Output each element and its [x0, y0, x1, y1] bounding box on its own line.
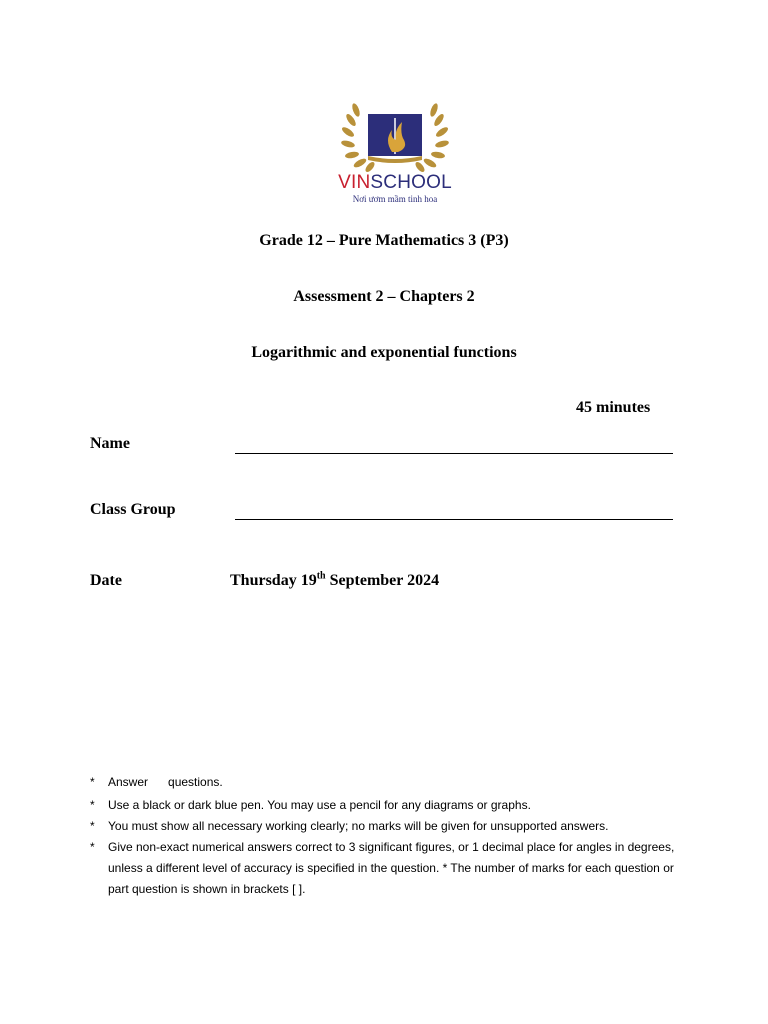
instruction-text: Use a black or dark blue pen. You may use a pencil for any diagrams or graphs.: [108, 798, 531, 812]
instructions-list: [90, 772, 680, 900]
assessment-title: Assessment 2 – Chapters 2: [293, 288, 475, 305]
bullet-icon: *: [90, 840, 95, 854]
instruction-item: [90, 795, 680, 816]
date-rest: September 2024: [325, 572, 440, 589]
brand-wordmark: [326, 172, 464, 194]
name-label: Name: [90, 435, 130, 452]
course-title: Grade 12 – Pure Mathematics 3 (P3): [259, 232, 509, 249]
date-value: [230, 572, 439, 590]
date-day: Thursday 19: [230, 572, 317, 589]
instruction-item: [90, 772, 680, 793]
date-label: Date: [90, 572, 122, 589]
instruction-text: Answer questions.: [108, 775, 223, 789]
instruction-item: [90, 837, 680, 900]
date-suffix: th: [316, 570, 326, 582]
instruction-text: Give non-exact numerical answers correct to 3 significant figures, or 1 decimal place for angles in degrees, unless a different level of accuracy is specified in the question. * The number of marks for each question or part question is shown in brackets [ ].: [108, 840, 675, 896]
class-group-label: Class Group: [90, 501, 176, 518]
class-group-field[interactable]: [235, 519, 673, 520]
topic-title: Logarithmic and exponential functions: [251, 344, 517, 361]
instruction-text: You must show all necessary working clearly; no marks will be given for unsupported answers.: [108, 819, 609, 833]
instruction-item: [90, 816, 680, 837]
book-icon: [368, 114, 422, 163]
bullet-icon: *: [90, 775, 95, 789]
brand-vin: VIN: [338, 172, 371, 193]
brand-tagline: Nơi ươm mầm tinh hoa: [352, 194, 438, 204]
bullet-icon: *: [90, 798, 95, 812]
brand-school: SCHOOL: [370, 172, 452, 193]
name-field[interactable]: [235, 453, 673, 454]
duration: 45 minutes: [576, 399, 651, 416]
bullet-icon: *: [90, 819, 95, 833]
